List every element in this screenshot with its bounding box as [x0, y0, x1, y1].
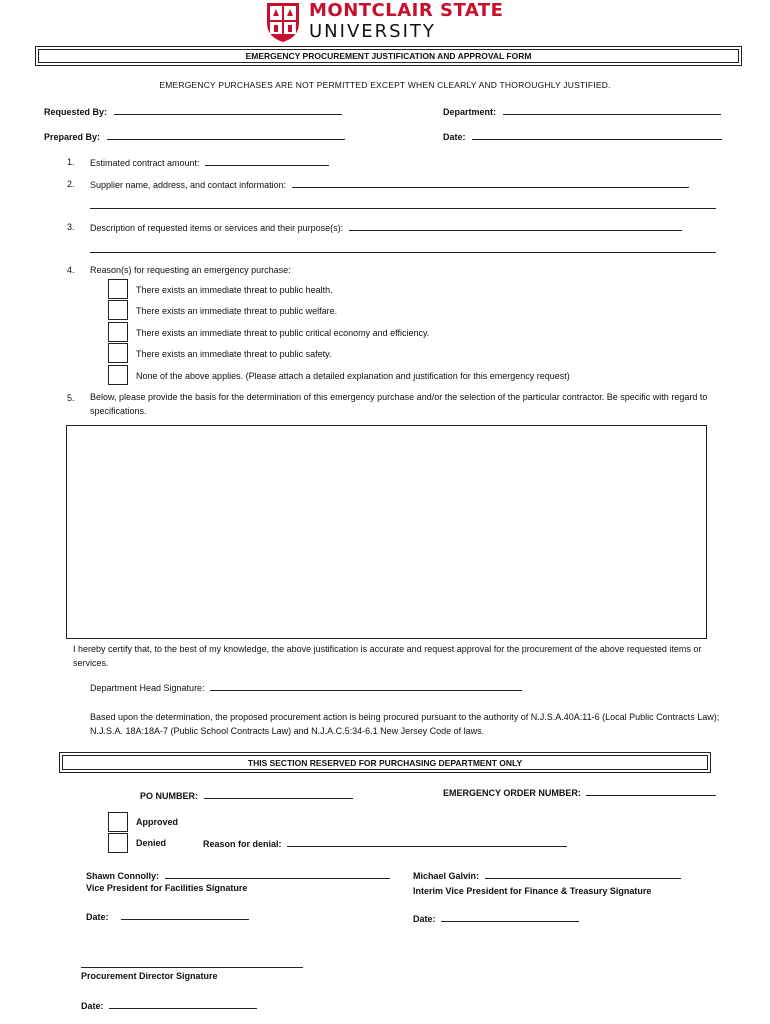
reason-checkbox-economy[interactable] [108, 322, 128, 342]
vp-facilities-name: Shawn Connolly: [86, 871, 159, 881]
university-logo [265, 1, 530, 43]
emergency-order-label: EMERGENCY ORDER NUMBER: [443, 788, 581, 798]
logo-line-1: MONTCLAIR STATE [309, 0, 504, 21]
reason-safety-label: There exists an immediate threat to public safety. [136, 349, 332, 359]
date-label: Date: [443, 132, 466, 142]
item-1[interactable] [90, 157, 329, 168]
supplier-line-1[interactable] [292, 179, 689, 188]
date-right-line[interactable] [441, 913, 579, 922]
po-number-line[interactable] [204, 790, 353, 799]
vp-finance-signature-field[interactable] [413, 870, 681, 881]
reserved-title: THIS SECTION RESERVED FOR PURCHASING DEPARTMENT ONLY [247, 757, 523, 768]
dept-head-signature-label: Department Head Signature: [90, 683, 205, 693]
authority-text: Based upon the determination, the proposed procurement action is being procured pursuant to the authority of N.J.S.A.40A:11-6 (Local Public Contracts Law); N.J.S.A. 18A:18A-7 (Public School Contracts Law) and N.J.A.C.5:34-6.1 New Jersey Code of laws. [90, 712, 720, 736]
requested-by-field[interactable] [44, 106, 342, 117]
item-2-label: Supplier name, address, and contact information: [90, 180, 287, 190]
item-3-label: Description of requested items or services and their purpose(s): [90, 223, 344, 233]
department-field[interactable] [443, 106, 721, 117]
reason-checkbox-welfare[interactable] [108, 300, 128, 320]
vp-finance-signature-line[interactable] [485, 870, 681, 879]
po-number-field[interactable] [140, 790, 353, 801]
date-field[interactable] [443, 131, 722, 142]
reason-checkbox-health[interactable] [108, 279, 128, 299]
form-title: EMERGENCY PROCUREMENT JUSTIFICATION AND APPROVAL FORM [245, 51, 532, 61]
notice-text: EMERGENCY PURCHASES ARE NOT PERMITTED EXCEPT WHEN CLEARLY AND THOROUGHLY JUSTIFIED. [159, 80, 611, 90]
department-line[interactable] [503, 106, 721, 115]
po-number-label: PO NUMBER: [140, 791, 198, 801]
reason-for-denial-label: Reason for denial: [203, 839, 282, 849]
reason-for-denial-field[interactable] [203, 838, 567, 849]
emergency-order-field[interactable] [443, 787, 716, 798]
procurement-director-signature-line[interactable] [81, 959, 303, 968]
reason-checkbox-none[interactable] [108, 365, 128, 385]
requested-by-label: Requested By: [44, 107, 108, 117]
approved-label: Approved [136, 817, 179, 827]
vp-finance-name: Michael Galvin: [413, 871, 480, 881]
item-3-number: 3. [67, 222, 75, 232]
date-left-label: Date: [86, 912, 109, 922]
contract-amount-line[interactable] [205, 157, 329, 166]
date-line[interactable] [472, 131, 722, 140]
reason-health-label: There exists an immediate threat to public health. [136, 285, 333, 295]
procurement-date-label: Date: [81, 1001, 104, 1011]
form-title-box [35, 46, 742, 66]
item-4-label: Reason(s) for requesting an emergency purchase: [90, 265, 291, 275]
description-line-2[interactable] [90, 244, 716, 253]
prepared-by-label: Prepared By: [44, 132, 101, 142]
reason-welfare-label: There exists an immediate threat to public welfare. [136, 306, 338, 316]
shield-logo-icon [265, 1, 301, 43]
denied-label: Denied [136, 838, 167, 848]
vp-facilities-title: Vice President for Facilities Signature [86, 883, 248, 893]
item-2-number: 2. [67, 179, 75, 189]
item-5-number: 5. [67, 393, 75, 403]
certify-text: I hereby certify that, to the best of my knowledge, the above justification is accurate and request approval for the procurement of the above requested items or services. [73, 644, 702, 668]
reason-none-label: None of the above applies. (Please attach a detailed explanation and justification for this emergency request) [136, 371, 570, 381]
item-5-label: Below, please provide the basis for the determination of this emergency purchase and/or the selection of the particular contractor. Be specific with regard to specifications. [90, 392, 708, 416]
supplier-line-2[interactable] [90, 200, 716, 209]
requested-by-line[interactable] [114, 106, 342, 115]
justification-textarea[interactable] [66, 425, 707, 639]
item-2[interactable] [90, 179, 689, 190]
reason-economy-label: There exists an immediate threat to public critical economy and efficiency. [136, 328, 430, 338]
date-left-field[interactable] [86, 911, 249, 922]
item-4-number: 4. [67, 265, 75, 275]
department-label: Department: [443, 107, 497, 117]
reason-checkbox-safety[interactable] [108, 343, 128, 363]
vp-finance-title: Interim Vice President for Finance & Treasury Signature [413, 886, 652, 896]
prepared-by-line[interactable] [107, 131, 345, 140]
reason-for-denial-line[interactable] [287, 838, 567, 847]
procurement-date-line[interactable] [109, 1000, 257, 1009]
approved-checkbox[interactable] [108, 812, 128, 832]
item-1-label: Estimated contract amount: [90, 158, 200, 168]
dept-head-signature-field[interactable] [90, 682, 522, 693]
vp-facilities-signature-line[interactable] [165, 870, 390, 879]
vp-facilities-signature-field[interactable] [86, 870, 390, 881]
item-3[interactable] [90, 222, 682, 233]
date-left-line[interactable] [121, 911, 249, 920]
dept-head-signature-line[interactable] [210, 682, 522, 691]
reserved-section-header [59, 752, 711, 773]
emergency-order-line[interactable] [586, 787, 716, 796]
date-right-field[interactable] [413, 913, 579, 924]
denied-checkbox[interactable] [108, 833, 128, 853]
procurement-date-field[interactable] [81, 1000, 257, 1011]
description-line-1[interactable] [349, 222, 682, 231]
logo-line-2: UNIVERSITY [309, 21, 436, 42]
procurement-director-title: Procurement Director Signature [81, 971, 218, 981]
item-1-number: 1. [67, 157, 75, 167]
prepared-by-field[interactable] [44, 131, 345, 142]
date-right-label: Date: [413, 914, 436, 924]
